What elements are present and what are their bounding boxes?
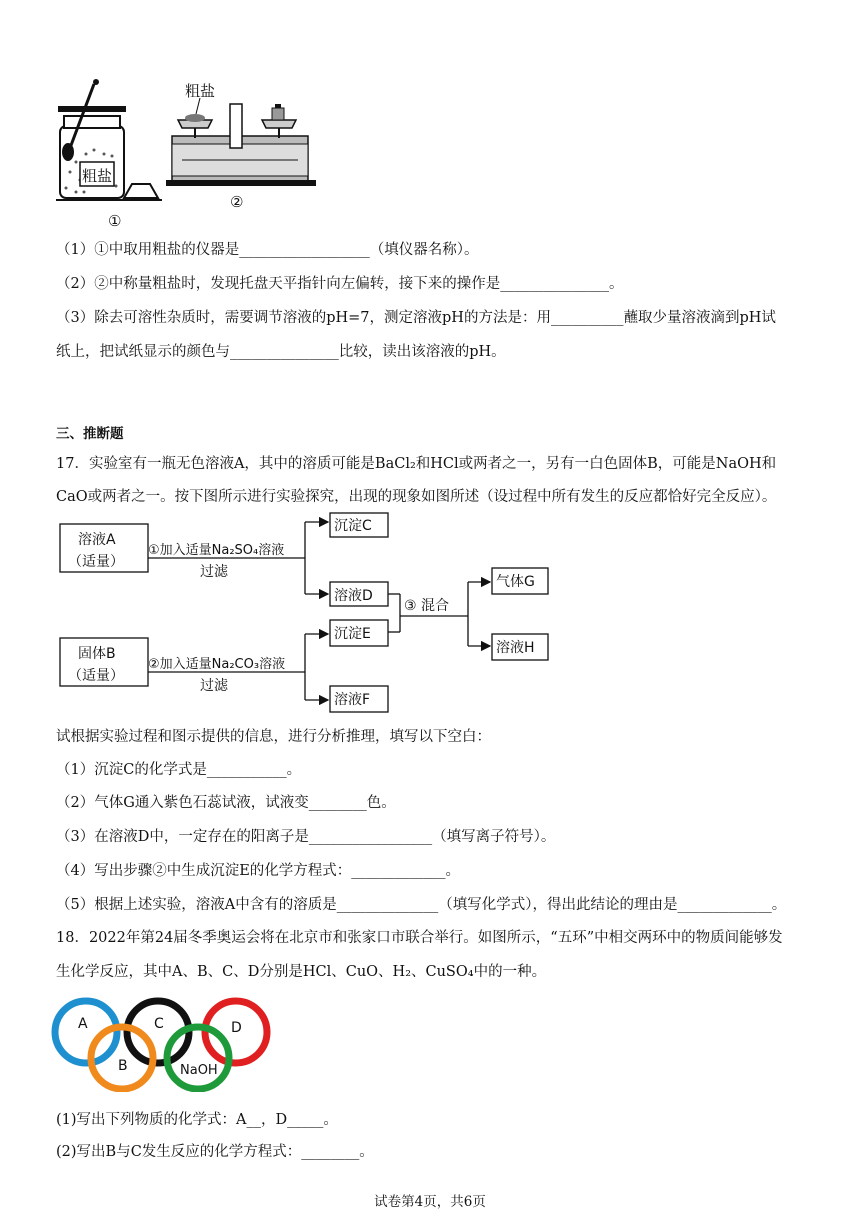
- label-gas-g: 气体G: [496, 574, 535, 590]
- label-step2: ②加入适量Na₂CO₃溶液: [148, 657, 286, 672]
- ring-b-label: B: [118, 1058, 128, 1074]
- label-precipitate-e: 沉淀E: [334, 626, 371, 642]
- label-solution-f: 溶液F: [334, 692, 371, 708]
- olympic-rings-figure: [50, 992, 280, 1092]
- ring-naoh-label: NaOH: [180, 1063, 218, 1078]
- ring-c-label: C: [154, 1016, 164, 1032]
- label-solution-d: 溶液D: [334, 588, 373, 604]
- label-solid-b: 固体B: [78, 646, 116, 662]
- q17-intro-line1: 17．实验室有一瓶无色溶液A，其中的溶质可能是BaCl₂和HCl或两者之一，另有一白色固体B，可能是NaOH和: [56, 456, 777, 472]
- q17-sub5: （5）根据上述实验，溶液A中含有的溶质是______________（填写化学式），得出此结论的理由是_____________。: [56, 897, 787, 913]
- label-solution-a: 溶液A: [78, 532, 116, 548]
- q17-sub2: （2）气体G通入紫色石蕊试液，试液变________色。: [56, 795, 396, 811]
- q17-sub3: （3）在溶液D中，一定存在的阳离子是_________________（填写离子符号）。: [56, 829, 556, 845]
- apparatus-figure: [50, 76, 320, 236]
- q18-sub1: (1)写出下列物质的化学式：A__，D_____。: [56, 1112, 338, 1128]
- label-filter1: 过滤: [200, 564, 228, 580]
- label-amount-a: （适量）: [68, 554, 124, 570]
- label-step3: ③ 混合: [404, 598, 450, 614]
- q18-intro-line1: 18．2022年第24届冬季奥运会将在北京市和张家口市联合举行。如图所示，“五环”中相交两环中的物质间能够发: [56, 930, 783, 946]
- q16-part3-line1: （3）除去可溶性杂质时，需要调节溶液的pH=7，测定溶液pH的方法是：用__________蘸取少量溶液滴到pH试: [56, 310, 776, 326]
- ring-a-label: A: [78, 1016, 88, 1032]
- q17-sub4: （4）写出步骤②中生成沉淀E的化学方程式：_____________。: [56, 863, 461, 879]
- label-filter2: 过滤: [200, 678, 228, 694]
- q16-part2: （2）②中称量粗盐时，发现托盘天平指针向左偏转，接下来的操作是_______________。: [56, 276, 624, 292]
- q17-sub1: （1）沉淀C的化学式是___________。: [56, 762, 302, 778]
- label-amount-b: （适量）: [68, 668, 124, 684]
- label-precipitate-c: 沉淀C: [334, 518, 372, 534]
- figure-caption-1: ①: [108, 212, 122, 230]
- ring-d-label: D: [231, 1020, 242, 1036]
- label-solution-h: 溶液H: [496, 640, 535, 656]
- q18-intro-line2: 生化学反应，其中A、B、C、D分别是HCl、CuO、H₂、CuSO₄中的一种。: [56, 964, 547, 980]
- balance-icon: [166, 104, 316, 186]
- q17-intro-line2: CaO或两者之一。按下图所示进行实验探究，出现的现象如图所述（设过程中所有发生的反应都恰好完全反应）。: [56, 489, 777, 505]
- label-step1: ①加入适量Na₂SO₄溶液: [148, 543, 285, 558]
- q18-sub2: (2)写出B与C发生反应的化学方程式：________。: [56, 1144, 374, 1160]
- weighing-boat-icon: [124, 184, 158, 198]
- page-footer: 试卷第4页，共6页: [374, 1194, 486, 1210]
- q17-prompt: 试根据实验过程和图示提供的信息，进行分析推理，填写以下空白：: [56, 729, 491, 745]
- scale-label: 粗盐: [185, 82, 216, 100]
- q16-part3-line2: 纸上，把试纸显示的颜色与_______________比较，读出该溶液的pH。: [56, 344, 506, 360]
- q16-part1: （1）①中取用粗盐的仪器是__________________（填仪器名称）。: [56, 242, 479, 258]
- section-heading: 三、推断题: [56, 426, 124, 442]
- experiment-flowchart: [50, 510, 570, 716]
- figure-caption-2: ②: [230, 193, 244, 211]
- jar-label: 粗盐: [82, 167, 113, 185]
